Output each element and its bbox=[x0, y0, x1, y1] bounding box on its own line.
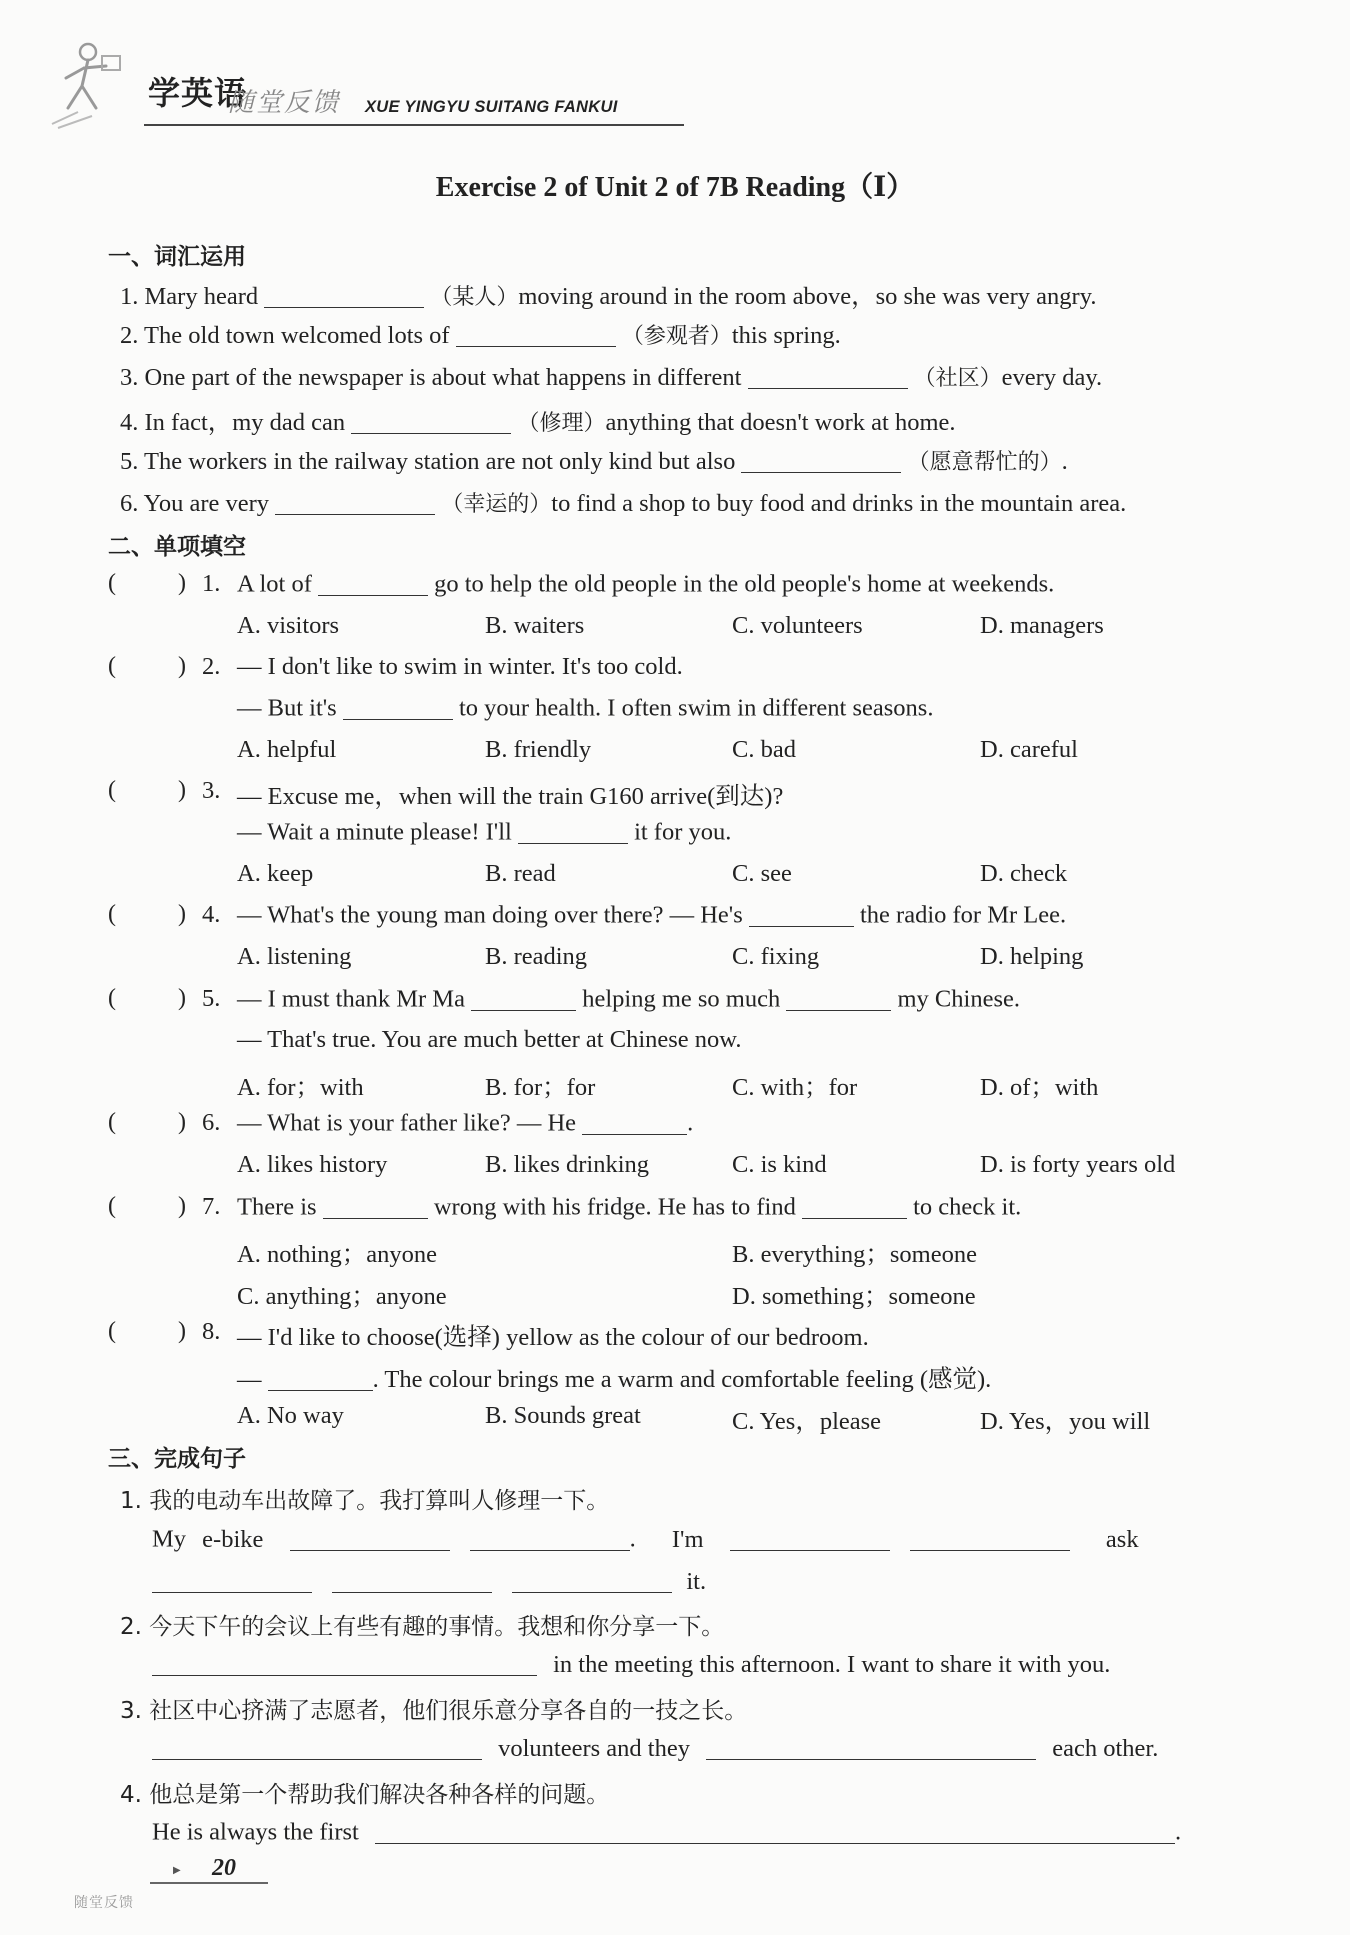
answer-blank[interactable] bbox=[582, 1109, 687, 1135]
option-a[interactable]: A. likes history bbox=[237, 1151, 388, 1178]
answer-blank[interactable] bbox=[730, 1525, 890, 1551]
question-number: 2. bbox=[202, 653, 221, 680]
question-stem: — . The colour brings me a warm and comfortable feeling (感觉). bbox=[237, 1366, 992, 1393]
translation-prompt-3: 3. 社区中心挤满了志愿者，他们很乐意分享各自的一技之长。 bbox=[120, 1698, 748, 1724]
option-b[interactable]: B. friendly bbox=[485, 736, 592, 763]
header-rule bbox=[144, 124, 684, 126]
option-d[interactable]: D. of；with bbox=[980, 1074, 1099, 1101]
answer-blank[interactable] bbox=[275, 490, 435, 516]
question-stem: — That's true. You are much better at Chinese now. bbox=[237, 1026, 742, 1053]
question-number: 1. bbox=[202, 570, 221, 597]
option-c[interactable]: C. fixing bbox=[732, 943, 820, 970]
answer-blank[interactable] bbox=[152, 1567, 312, 1593]
vocab-item-4: 4. In fact，my dad can （修理）anything that doesn't work at home. bbox=[120, 409, 956, 436]
option-d[interactable]: D. helping bbox=[980, 943, 1084, 970]
question-stem: There is wrong with his fridge. He has to find to check it. bbox=[237, 1193, 1022, 1221]
question-number: 8. bbox=[202, 1318, 221, 1345]
question-stem: — What's the young man doing over there? — He's the radio for Mr Lee. bbox=[237, 901, 1067, 929]
translation-answer-4: He is always the first . bbox=[152, 1818, 1182, 1846]
question-stem: — Excuse me，when will the train G160 arrive(到达)? bbox=[237, 783, 784, 810]
question-number: 3. bbox=[202, 777, 221, 804]
option-c[interactable]: C. see bbox=[732, 860, 792, 887]
question-stem: A lot of go to help the old people in the old people's home at weekends. bbox=[237, 570, 1055, 598]
option-b[interactable]: B. Sounds great bbox=[485, 1402, 641, 1429]
question-number: 7. bbox=[202, 1193, 221, 1220]
option-a[interactable]: A. for；with bbox=[237, 1074, 364, 1101]
answer-blank[interactable] bbox=[375, 1818, 1175, 1844]
vocab-item-3: 3. One part of the newspaper is about what happens in different （社区）every day. bbox=[120, 364, 1103, 391]
section-heading-vocab: 一、词汇运用 bbox=[108, 244, 246, 270]
answer-blank[interactable] bbox=[910, 1525, 1070, 1551]
translation-answer-2: in the meeting this afternoon. I want to share it with you. bbox=[152, 1650, 1110, 1679]
option-d[interactable]: D. careful bbox=[980, 736, 1078, 763]
option-a[interactable]: A. helpful bbox=[237, 736, 337, 763]
option-a[interactable]: A. listening bbox=[237, 943, 352, 970]
option-b[interactable]: B. everything；someone bbox=[732, 1241, 977, 1268]
answer-blank[interactable] bbox=[706, 1734, 1036, 1760]
brand-script: 随堂反馈 bbox=[228, 88, 341, 118]
question-stem: — Wait a minute please! I'll it for you. bbox=[237, 818, 732, 846]
brand-title: 学英语 bbox=[148, 74, 248, 112]
option-a[interactable]: A. keep bbox=[237, 860, 314, 887]
vocab-item-2: 2. The old town welcomed lots of （参观者）this spring. bbox=[120, 322, 841, 349]
answer-blank[interactable] bbox=[802, 1193, 907, 1219]
answer-blank[interactable] bbox=[318, 570, 428, 596]
answer-blank[interactable] bbox=[512, 1567, 672, 1593]
answer-blank[interactable] bbox=[152, 1650, 537, 1676]
option-d[interactable]: D. something；someone bbox=[732, 1283, 976, 1310]
option-a[interactable]: A. nothing；anyone bbox=[237, 1241, 438, 1268]
question-stem: — I don't like to swim in winter. It's too cold. bbox=[237, 653, 683, 680]
answer-blank[interactable] bbox=[290, 1525, 450, 1551]
answer-blank[interactable] bbox=[471, 985, 576, 1011]
option-d[interactable]: D. managers bbox=[980, 612, 1104, 639]
answer-blank[interactable] bbox=[741, 448, 901, 474]
option-b[interactable]: B. reading bbox=[485, 943, 588, 970]
page-arrow-icon: ▶ bbox=[173, 1865, 181, 1876]
vocab-item-1: 1. Mary heard （某人）moving around in the room above，so she was very angry. bbox=[120, 283, 1097, 310]
answer-blank[interactable] bbox=[470, 1525, 630, 1551]
question-number: 6. bbox=[202, 1109, 221, 1136]
translation-answer-3: volunteers and they each other. bbox=[152, 1734, 1158, 1763]
option-d[interactable]: D. check bbox=[980, 860, 1068, 887]
answer-blank[interactable] bbox=[152, 1734, 482, 1760]
answer-blank[interactable] bbox=[456, 322, 616, 348]
answer-blank[interactable] bbox=[332, 1567, 492, 1593]
option-a[interactable]: A. No way bbox=[237, 1402, 344, 1429]
option-b[interactable]: B. likes drinking bbox=[485, 1151, 650, 1178]
question-stem: — What is your father like? — He . bbox=[237, 1109, 694, 1137]
option-c[interactable]: C. is kind bbox=[732, 1151, 827, 1178]
answer-blank[interactable] bbox=[518, 818, 628, 844]
page-title: Exercise 2 of Unit 2 of 7B Reading（Ⅰ） bbox=[435, 172, 915, 203]
question-stem: — I'd like to choose(选择) yellow as the colour of our bedroom. bbox=[237, 1324, 869, 1351]
answer-blank[interactable] bbox=[343, 694, 453, 720]
section-heading-choice: 二、单项填空 bbox=[108, 534, 246, 560]
translation-answer-1: My e-bike . I'm ask bbox=[152, 1525, 1139, 1553]
question-number: 5. bbox=[202, 985, 221, 1012]
option-b[interactable]: B. for；for bbox=[485, 1074, 596, 1101]
option-d[interactable]: D. is forty years old bbox=[980, 1151, 1176, 1178]
answer-blank[interactable] bbox=[748, 364, 908, 390]
option-c[interactable]: C. with；for bbox=[732, 1074, 858, 1101]
answer-blank[interactable] bbox=[749, 901, 854, 927]
option-c[interactable]: C. Yes，please bbox=[732, 1408, 882, 1435]
question-stem: — I must thank Mr Ma helping me so much my Chinese. bbox=[237, 985, 1020, 1013]
brand-pinyin: XUE YINGYU SUITANG FANKUI bbox=[365, 98, 618, 116]
answer-blank[interactable] bbox=[268, 1366, 373, 1392]
option-b[interactable]: B. read bbox=[485, 860, 556, 887]
reading-figure-icon bbox=[48, 38, 128, 130]
option-c[interactable]: C. volunteers bbox=[732, 612, 863, 639]
answer-blank[interactable] bbox=[351, 409, 511, 435]
page-number: 20 bbox=[212, 1855, 236, 1881]
page-header bbox=[40, 28, 680, 138]
footer-rule bbox=[150, 1882, 268, 1884]
option-b[interactable]: B. waiters bbox=[485, 612, 585, 639]
translation-prompt-2: 2. 今天下午的会议上有些有趣的事情。我想和你分享一下。 bbox=[120, 1614, 725, 1640]
option-a[interactable]: A. visitors bbox=[237, 612, 340, 639]
translation-prompt-4: 4. 他总是第一个帮助我们解决各种各样的问题。 bbox=[120, 1782, 610, 1808]
translation-prompt-1: 1. 我的电动车出故障了。我打算叫人修理一下。 bbox=[120, 1488, 610, 1514]
translation-answer-1b: it. bbox=[152, 1567, 706, 1596]
option-d[interactable]: D. Yes，you will bbox=[980, 1408, 1151, 1435]
vocab-item-5: 5. The workers in the railway station are not only kind but also （愿意帮忙的）. bbox=[120, 448, 1068, 475]
option-c[interactable]: C. anything；anyone bbox=[237, 1283, 447, 1310]
footer-logo: 随堂反馈 bbox=[74, 1895, 134, 1911]
question-number: 4. bbox=[202, 901, 221, 928]
answer-blank[interactable] bbox=[786, 985, 891, 1011]
question-stem: — But it's to your health. I often swim in different seasons. bbox=[237, 694, 934, 722]
vocab-item-6: 6. You are very （幸运的）to find a shop to buy food and drinks in the mountain area. bbox=[120, 490, 1127, 517]
answer-blank[interactable] bbox=[323, 1193, 428, 1219]
answer-blank[interactable] bbox=[264, 283, 424, 309]
option-c[interactable]: C. bad bbox=[732, 736, 796, 763]
section-heading-complete: 三、完成句子 bbox=[108, 1446, 246, 1472]
